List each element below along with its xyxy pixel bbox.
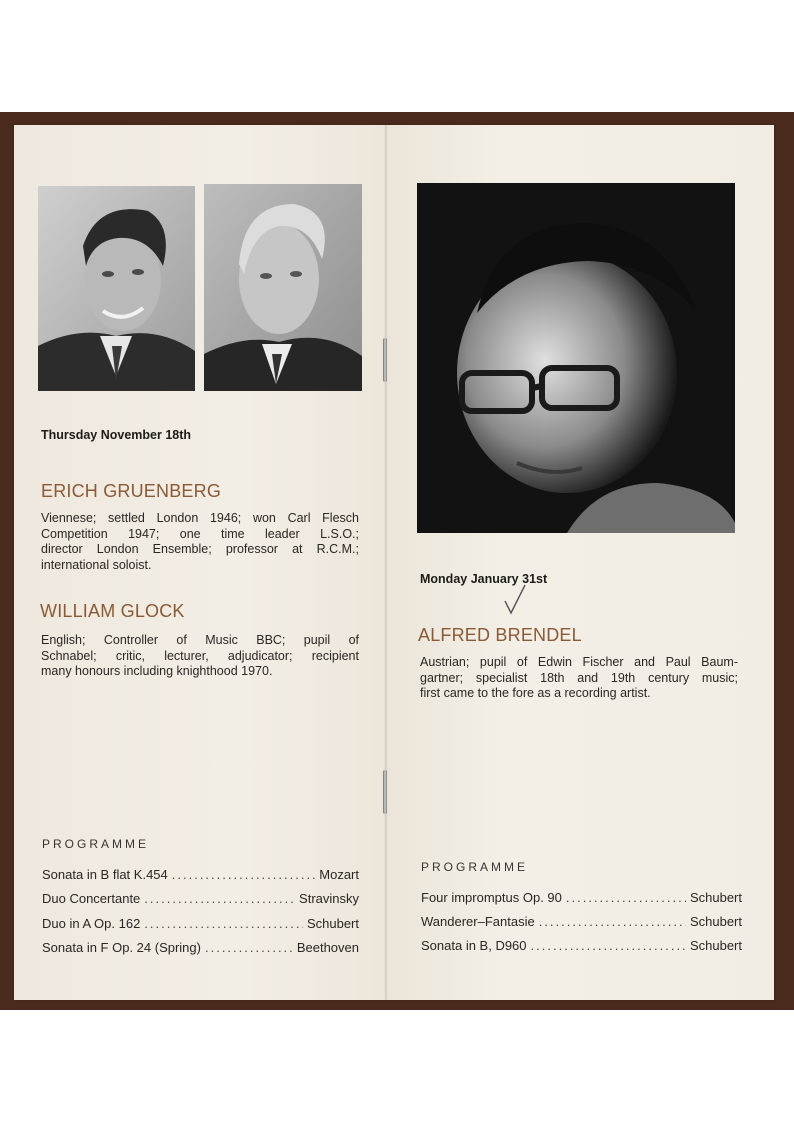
pencil-tick-icon (503, 583, 529, 617)
bio-line: English; Controller of Music BBC; pupil of (41, 633, 359, 647)
programme-work: Four impromptus Op. 90 (421, 890, 562, 905)
leader-dots (144, 916, 303, 931)
artist-bio-glock (41, 633, 359, 680)
programme-work: Sonata in B, D960 (421, 938, 527, 953)
leader-dots (172, 867, 316, 882)
programme-composer: Schubert (689, 914, 742, 929)
programme-composer: Beethoven (296, 940, 359, 955)
programme-work: Sonata in F Op. 24 (Spring) (42, 940, 201, 955)
programme-item (421, 890, 742, 905)
brochure-spine (385, 125, 387, 1000)
programme-composer: Schubert (689, 890, 742, 905)
programme-item (42, 867, 359, 882)
programme-work: Duo Concertante (42, 891, 141, 906)
programme-item (42, 891, 359, 906)
programme-item (42, 940, 359, 955)
portrait-photo-brendel (417, 183, 735, 533)
artist-bio-gruenberg (41, 511, 359, 573)
programme-item (421, 914, 742, 929)
programme-work: Wanderer–Fantasie (421, 914, 535, 929)
portrait-photo-gruenberg (38, 186, 195, 391)
programme-composer: Schubert (689, 938, 742, 953)
leader-dots (539, 914, 686, 929)
staple-top-icon (383, 338, 387, 382)
programme-item (421, 938, 742, 953)
programme-composer: Schubert (306, 916, 359, 931)
programme-item (42, 916, 359, 931)
bio-line: Schnabel; critic, lecturer, adjudicator; recipient (41, 648, 359, 663)
leader-dots (205, 940, 293, 955)
bio-line: Viennese; settled London 1946; won Carl Flesch (41, 511, 359, 525)
bio-line: international soloist. (41, 557, 152, 572)
programme-composer: Mozart (319, 867, 359, 882)
leader-dots (566, 890, 686, 905)
programme-heading-right: PROGRAMME (421, 860, 529, 874)
artist-name-gruenberg: ERICH GRUENBERG (41, 481, 222, 501)
programme-work: Sonata in B flat K.454 (42, 867, 168, 882)
bio-line: first came to the fore as a recording artist. (420, 686, 651, 700)
staple-bottom-icon (383, 770, 387, 814)
artist-bio-brendel (420, 655, 738, 702)
leader-dots (144, 891, 295, 906)
bio-line: gartner; specialist 18th and 19th century music; (420, 670, 738, 685)
programme-composer: Stravinsky (299, 891, 359, 906)
bio-line: many honours including knighthood 1970. (41, 664, 273, 678)
artist-name-brendel: ALFRED BRENDEL (418, 625, 582, 645)
artist-name-glock: WILLIAM GLOCK (40, 601, 185, 621)
programme-heading-left: PROGRAMME (42, 837, 150, 851)
concert-date-right: Monday January 31st (420, 572, 548, 586)
bio-line: director London Ensemble; professor at R.C.M.; (41, 542, 359, 556)
leader-dots (531, 938, 686, 953)
portrait-photo-glock (204, 184, 362, 391)
bio-line: Competition 1947; one time leader L.S.O.; (41, 526, 359, 541)
programme-work: Duo in A Op. 162 (42, 916, 141, 931)
bio-line: Austrian; pupil of Edwin Fischer and Paul Baum- (420, 655, 738, 669)
concert-date-left: Thursday November 18th (41, 428, 192, 442)
